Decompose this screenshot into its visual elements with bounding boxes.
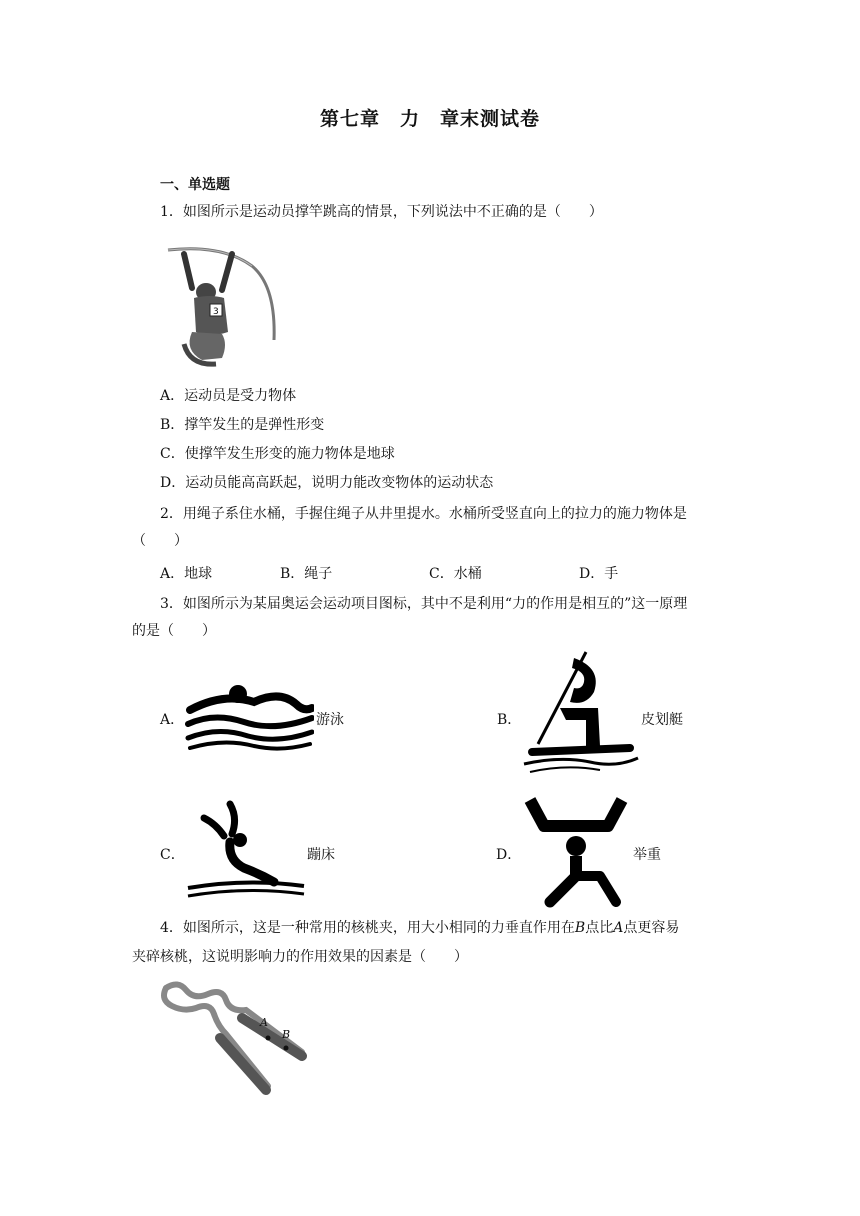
q3-stem-line2: 的是（ ） (132, 623, 216, 639)
q3-option-a-letter: A． (160, 712, 185, 728)
q1-option-a: A．运动员是受力物体 (160, 388, 297, 404)
page-title: 第七章 力 章末测试卷 (319, 108, 540, 130)
svg-text:3: 3 (213, 307, 219, 317)
q1-option-d: D．运动员能高高跃起，说明力能改变物体的运动状态 (160, 475, 494, 491)
swimming-icon (184, 680, 314, 752)
trampoline-icon (184, 800, 308, 902)
q3-option-d-letter: D． (496, 847, 522, 863)
q1-option-c: C．使撑竿发生形变的施力物体是地球 (160, 446, 395, 462)
point-b-label: B (574, 920, 586, 936)
q3-option-d-caption: 举重 (633, 847, 661, 863)
q2-stem-line1: 2．用绳子系住水桶，手握住绳子从井里提水。水桶所受竖直向上的拉力的施力物体是 (160, 506, 687, 522)
section-heading: 一、单选题 (160, 177, 230, 193)
canoe-icon (520, 648, 642, 774)
pole-vault-figure (162, 240, 282, 372)
q2-stem-line2: （ ） (132, 533, 188, 549)
q1-option-b: B．撑竿发生的是弹性形变 (160, 417, 325, 433)
q4-stem-part1: 4．如图所示，这是一种常用的核桃夹，用大小相同的力垂直作用在 (160, 920, 575, 936)
q4-stem-part2: 点比 (585, 920, 614, 936)
q4-stem-line1 (160, 918, 679, 938)
figure-label-b: B (282, 1028, 291, 1041)
q2-option-a: A．地球 (160, 566, 213, 582)
weightlifting-icon (520, 790, 632, 910)
q2-option-c: C．水桶 (429, 566, 482, 582)
q3-option-b-letter: B． (497, 712, 522, 728)
q3-option-c-letter: C． (160, 847, 185, 863)
q3-stem-line1: 3．如图所示为某届奥运会运动项目图标，其中不是利用“力的作用是相互的”这一原理 (160, 596, 688, 612)
q4-stem-part3: 点更容易 (623, 920, 680, 936)
q2-option-b: B．绳子 (280, 566, 333, 582)
q4-stem-line2: 夹碎核桃，这说明影响力的作用效果的因素是（ ） (132, 949, 468, 965)
point-a-label: A (613, 920, 624, 936)
nutcracker-figure (156, 978, 312, 1104)
q1-stem: 1．如图所示是运动员撑竿跳高的情景，下列说法中不正确的是（ ） (160, 204, 603, 220)
q2-option-d: D．手 (579, 566, 619, 582)
q3-option-a-caption: 游泳 (316, 712, 344, 728)
q3-option-c-caption: 蹦床 (307, 847, 335, 863)
figure-label-a: A (260, 1016, 268, 1029)
q3-option-b-caption: 皮划艇 (641, 712, 683, 728)
